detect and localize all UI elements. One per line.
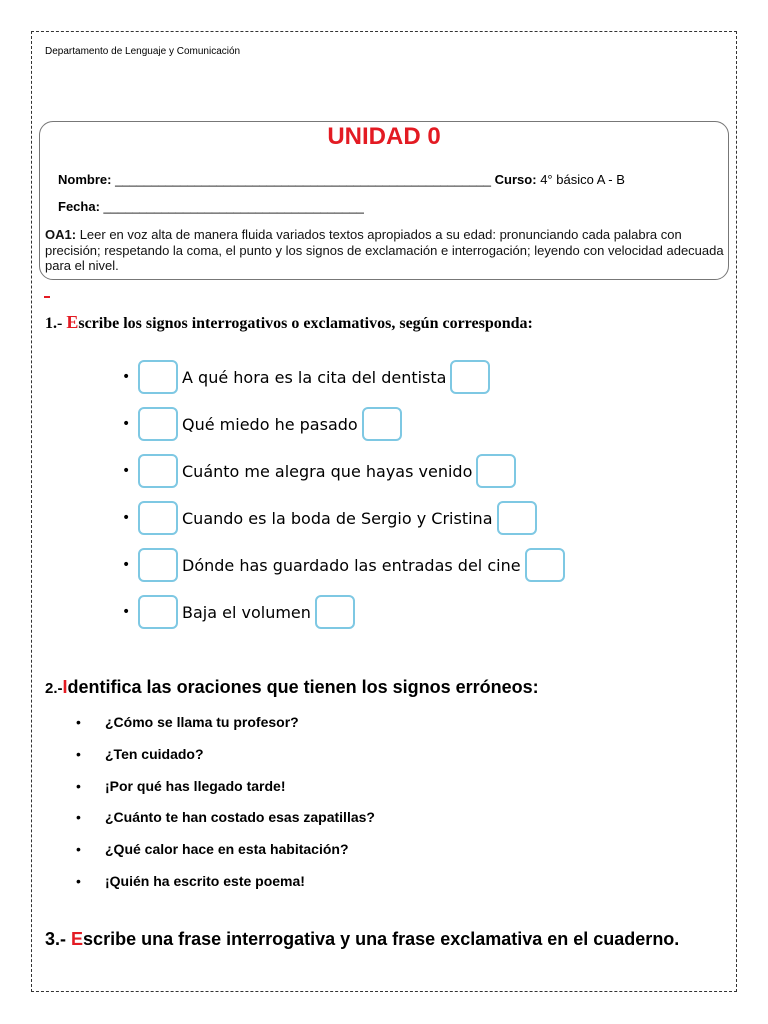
curso-value: 4° básico A - B <box>540 172 625 187</box>
question-3-title <box>45 929 679 950</box>
question-2-text: dentifica las oraciones que tienen los signos erróneos: <box>67 677 539 697</box>
q1-item <box>122 498 537 538</box>
q1-item-text: Qué miedo he pasado <box>182 414 358 434</box>
bullet-icon: • <box>76 746 81 762</box>
closing-sign-box[interactable] <box>476 454 516 488</box>
q2-item-text: ¿Qué calor hace en esta habitación? <box>105 841 349 857</box>
question-1-initial: E <box>66 312 79 332</box>
q1-item-text: Cuánto me alegra que hayas venido <box>182 461 473 481</box>
q1-item-text: Cuando es la boda de Sergio y Cristina <box>182 508 493 528</box>
fecha-row <box>58 199 364 214</box>
q1-item <box>122 357 490 397</box>
q2-item-text: ¿Cómo se llama tu profesor? <box>105 714 299 730</box>
closing-sign-box[interactable] <box>362 407 402 441</box>
oa-label: OA1: <box>45 227 77 242</box>
question-3-number: 3.- <box>45 929 67 949</box>
bullet-icon: • <box>122 557 131 573</box>
oa-description: Leer en voz alta de manera fluida variados textos apropiados a su edad: pronunciando cada palabra con precisión; respetando la coma, el punto y los signos de exclamación e interrogación; leyendo con velocidad adecuada para el nivel. <box>45 227 724 273</box>
bullet-icon: • <box>122 510 131 526</box>
question-1-number: 1.- <box>45 315 63 332</box>
bullet-icon: • <box>76 873 81 889</box>
question-1-text: scribe los signos interrogativos o exclamativos, según corresponda: <box>78 315 533 332</box>
q2-item <box>76 841 349 857</box>
nombre-label: Nombre: <box>58 172 112 187</box>
department-label: Departamento de Lenguaje y Comunicación <box>45 46 241 57</box>
q2-item-text: ¿Cuánto te han costado esas zapatillas? <box>105 809 375 825</box>
closing-sign-box[interactable] <box>315 595 355 629</box>
q2-item-text: ¡Por qué has llegado tarde! <box>105 778 286 794</box>
q2-item <box>76 873 305 889</box>
opening-sign-box[interactable] <box>138 595 178 629</box>
nombre-field[interactable]: ____________________________________________________ <box>115 172 492 187</box>
q2-item <box>76 714 299 730</box>
bullet-icon: • <box>76 841 81 857</box>
question-1-title <box>45 312 533 333</box>
question-2-initial: I <box>62 677 68 697</box>
q1-item <box>122 404 402 444</box>
closing-sign-box[interactable] <box>450 360 490 394</box>
opening-sign-box[interactable] <box>138 360 178 394</box>
bullet-icon: • <box>122 416 131 432</box>
q2-item <box>76 809 375 825</box>
opening-sign-box[interactable] <box>138 454 178 488</box>
opening-sign-box[interactable] <box>138 501 178 535</box>
question-2-title <box>45 677 539 698</box>
opening-sign-box[interactable] <box>138 548 178 582</box>
bullet-icon: • <box>122 369 131 385</box>
bullet-icon: • <box>122 463 131 479</box>
unit-title: UNIDAD 0 <box>327 123 441 150</box>
nombre-row <box>58 172 625 187</box>
q1-item-text: Baja el volumen <box>182 602 311 622</box>
fecha-field[interactable]: ____________________________________ <box>103 199 364 214</box>
fecha-label: Fecha: <box>58 199 100 214</box>
question-3-text: scribe una frase interrogativa y una frase exclamativa en el cuaderno. <box>83 929 680 949</box>
q2-item <box>76 746 204 762</box>
closing-sign-box[interactable] <box>497 501 537 535</box>
closing-sign-box[interactable] <box>525 548 565 582</box>
bullet-icon: • <box>76 714 81 730</box>
objective-text <box>45 227 725 274</box>
q1-item-text: A qué hora es la cita del dentista <box>182 367 447 387</box>
q2-item <box>76 778 285 794</box>
red-mark <box>44 296 50 298</box>
q1-item-text: Dónde has guardado las entradas del cine <box>182 555 521 575</box>
q1-item <box>122 451 516 491</box>
q1-item <box>122 545 565 585</box>
bullet-icon: • <box>76 809 81 825</box>
bullet-icon: • <box>122 604 131 620</box>
q2-item-text: ¿Ten cuidado? <box>105 746 204 762</box>
opening-sign-box[interactable] <box>138 407 178 441</box>
question-3-initial: E <box>71 929 84 949</box>
curso-label: Curso: <box>494 172 537 187</box>
q2-item-text: ¡Quién ha escrito este poema! <box>105 873 305 889</box>
q1-item <box>122 592 355 632</box>
question-2-number: 2.- <box>45 680 63 697</box>
bullet-icon: • <box>76 778 81 794</box>
